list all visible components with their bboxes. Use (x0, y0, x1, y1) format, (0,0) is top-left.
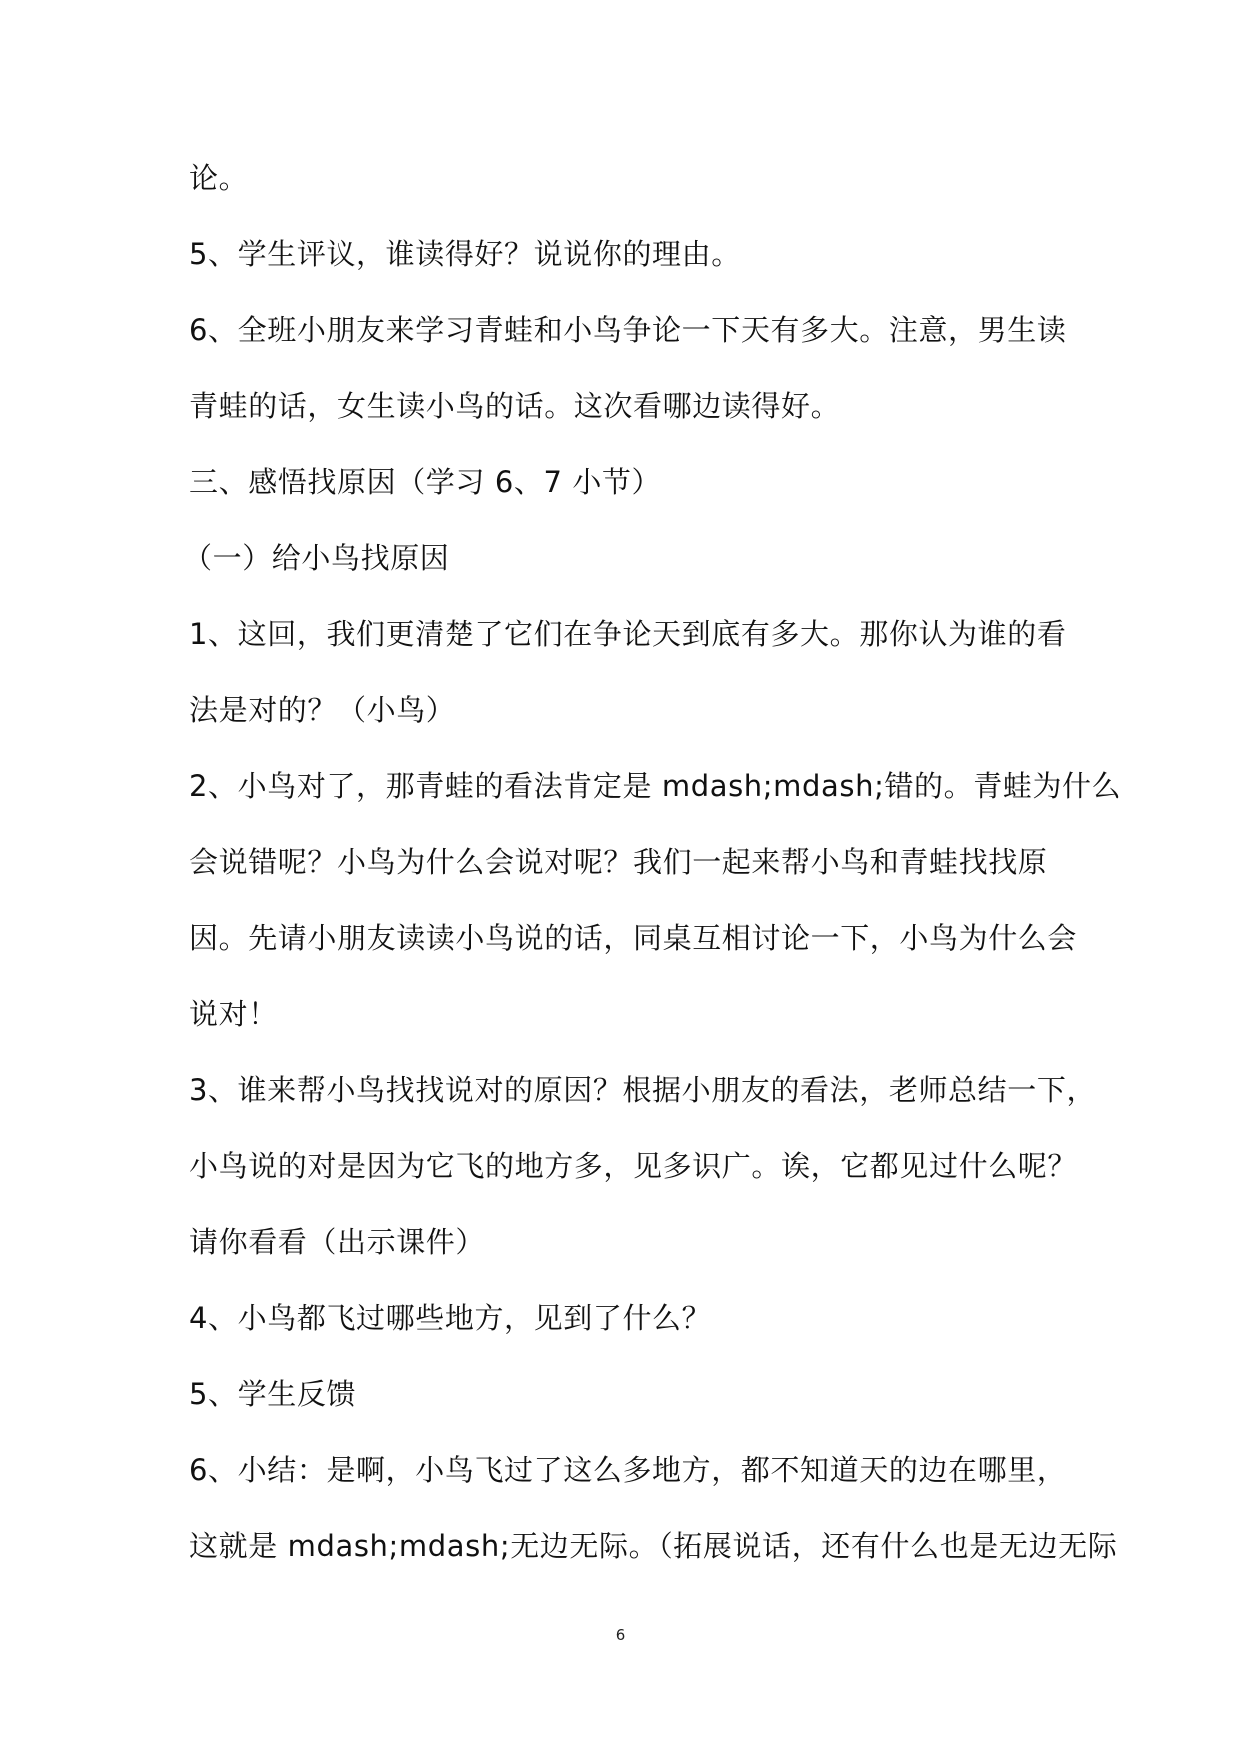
text-line: 因。先请小朋友读读小鸟说的话，同桌互相讨论一下，小鸟为什么会 (189, 921, 1078, 955)
text-line: 5、学生评议，谁读得好？说说你的理由。 (189, 237, 741, 271)
text-line: 2、小鸟对了，那青蛙的看法肯定是 mdash;mdash;错的。青蛙为什么 (189, 769, 1122, 803)
text-line: 小鸟说的对是因为它飞的地方多，见多识广。诶，它都见过什么呢？ (189, 1149, 1078, 1183)
text-line: 请你看看（出示课件） (189, 1225, 486, 1259)
text-line: 6、全班小朋友来学习青蛙和小鸟争论一下天有多大。注意，男生读 (189, 313, 1067, 347)
subsection-heading: （一）给小鸟找原因 (183, 541, 450, 575)
page-number: 6 (615, 1626, 626, 1644)
text-line: 5、学生反馈 (189, 1377, 357, 1411)
text-line: 4、小鸟都飞过哪些地方，见到了什么？ (189, 1301, 712, 1335)
text-line: 说对！ (189, 997, 278, 1031)
section-heading: 三、感悟找原因（学习 6、7 小节） (189, 465, 662, 499)
text-line: 论。 (189, 161, 249, 195)
text-line: 6、小结：是啊，小鸟飞过了这么多地方，都不知道天的边在哪里， (189, 1453, 1067, 1487)
text-line: 1、这回，我们更清楚了它们在争论天到底有多大。那你认为谁的看 (189, 617, 1067, 651)
text-line: 法是对的？（小鸟） (189, 693, 456, 727)
text-line: 青蛙的话，女生读小鸟的话。这次看哪边读得好。 (189, 389, 841, 423)
document-body (183, 140, 1122, 1584)
text-line: 3、谁来帮小鸟找找说对的原因？根据小朋友的看法，老师总结一下， (189, 1073, 1097, 1107)
text-line: 这就是 mdash;mdash;无边无际。（拓展说话，还有什么也是无边无际 (189, 1529, 1118, 1563)
text-line: 会说错呢？小鸟为什么会说对呢？我们一起来帮小鸟和青蛙找找原 (189, 845, 1048, 879)
